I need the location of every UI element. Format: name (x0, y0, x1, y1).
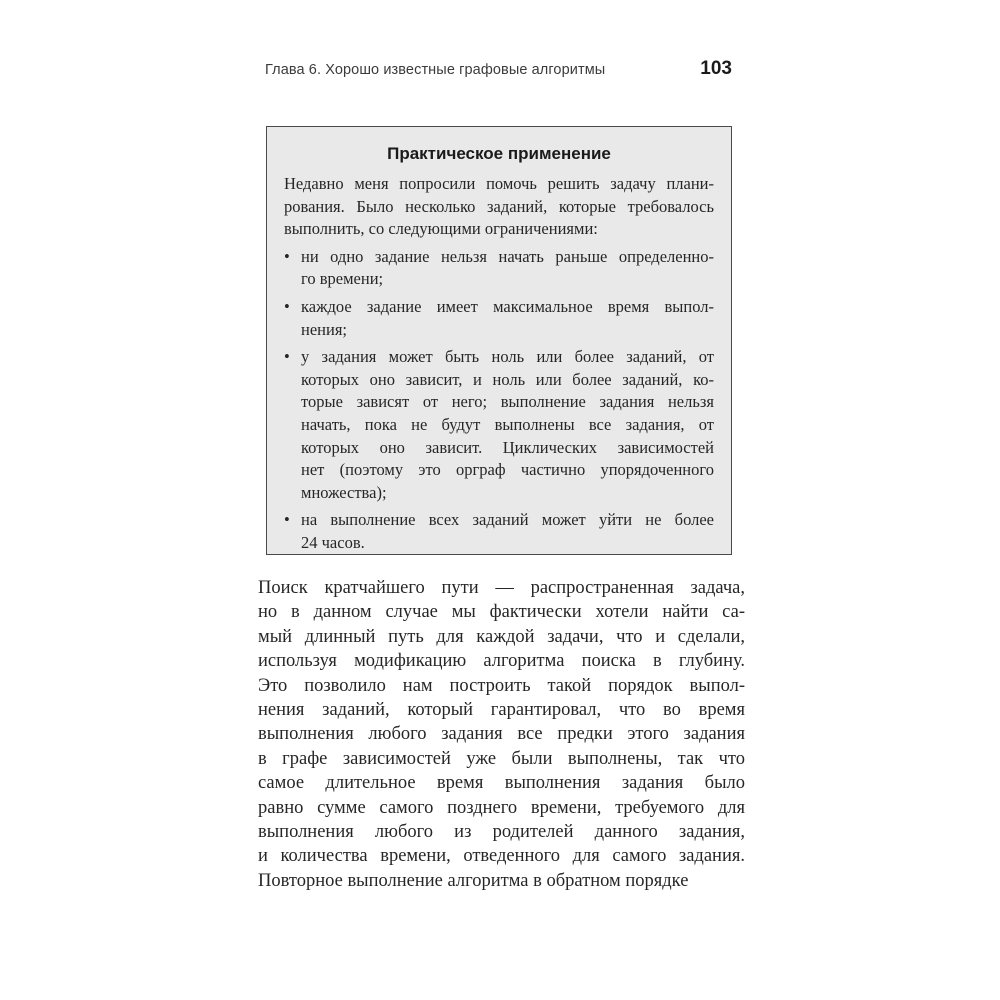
text-line: Поиск кратчайшего пути — распространенная задача, (258, 578, 745, 598)
text-line: Повторное выполнение алгоритма в обратном порядке (258, 870, 689, 891)
bullet-icon: • (284, 347, 290, 367)
text-line: равно сумме самого позднего времени, требуемого для (258, 797, 745, 818)
text-line: го времени; (301, 269, 384, 289)
text-line: используя модификацию алгоритма поиска в глубину. (258, 651, 745, 672)
text-line: начать, пока не будут выполнены все задания, от (301, 414, 714, 434)
text-line: ни одно задание нельзя начать раньше определенно- (301, 246, 714, 266)
text-line: нения; (301, 319, 347, 339)
callout-title: Практическое применение (387, 144, 611, 163)
text-line: которых оно зависит. Циклических зависимостей (301, 437, 714, 457)
page-number: 103 (700, 58, 732, 79)
bullet-text (301, 509, 714, 554)
text-line: самое длительное время выполнения задания было (258, 773, 745, 794)
bullet-icon: • (284, 296, 290, 316)
text-line: 24 часов. (301, 532, 365, 552)
text-line: нения заданий, который гарантировал, что во время (258, 700, 745, 721)
text-line: мый длинный путь для каждой задачи, что и сделали, (258, 626, 745, 647)
text-line: торые зависят от него; выполнение задания нельзя (301, 392, 714, 412)
text-line: Это позволило нам построить такой порядок выпол- (258, 675, 745, 696)
text-line: выполнить, со следующими ограничениями: (284, 219, 598, 239)
text-line: которых оно зависит, и ноль или более заданий, ко- (301, 369, 714, 389)
bullet-item (284, 296, 714, 341)
text-line: в графе зависимостей уже были выполнены, так что (258, 748, 745, 769)
bullet-item (284, 346, 714, 504)
bullet-icon: • (284, 246, 290, 266)
bullet-item (284, 509, 714, 554)
body-paragraph (258, 576, 745, 893)
text-line: выполнения любого задания все предки этого задания (258, 724, 745, 745)
bullet-text (301, 346, 714, 504)
callout-box (266, 126, 732, 555)
text-line: но в данном случае мы фактически хотели найти са- (258, 602, 745, 623)
running-head (265, 58, 732, 80)
text-line: множества); (301, 482, 387, 502)
callout-intro-paragraph (284, 173, 714, 241)
callout-bullet-list (284, 246, 714, 555)
bullet-text (301, 296, 714, 341)
text-line: каждое задание имеет максимальное время выпол- (301, 296, 714, 316)
bullet-text (301, 246, 714, 291)
text-line: у задания может быть ноль или более заданий, от (301, 347, 714, 367)
chapter-title: Глава 6. Хорошо известные графовые алгоритмы (265, 62, 606, 78)
text-line: на выполнение всех заданий может уйти не более (301, 510, 714, 530)
bullet-item (284, 246, 714, 291)
text-line: рования. Было несколько заданий, которые требовалось (284, 196, 714, 216)
text-line: нет (поэтому это орграф частично упорядоченного (301, 460, 714, 480)
text-line: выполнения любого из родителей данного задания, (258, 822, 745, 843)
bullet-icon: • (284, 510, 290, 530)
text-line: и количества времени, отведенного для самого задания. (258, 846, 745, 867)
text-line: Недавно меня попросили помочь решить задачу плани- (284, 174, 714, 193)
